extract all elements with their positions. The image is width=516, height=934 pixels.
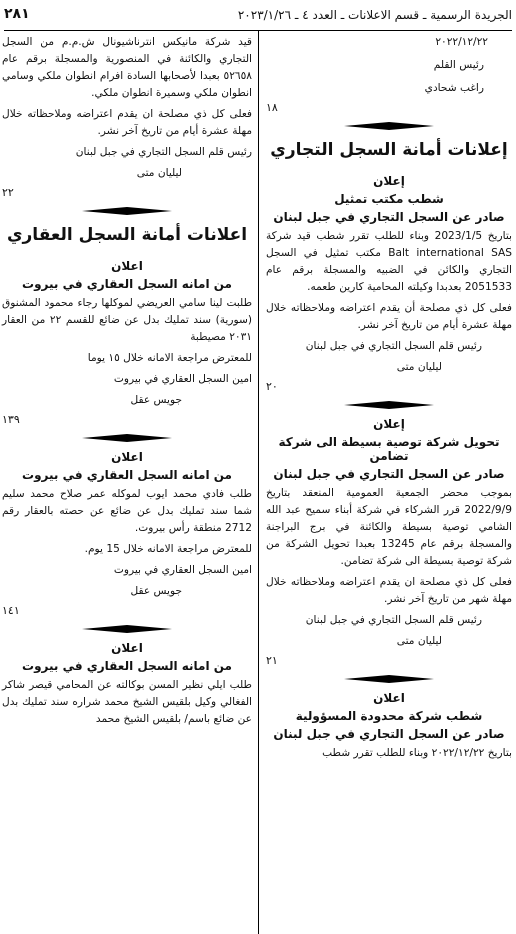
notice-label: اعلان xyxy=(111,641,143,655)
notice-number: ١٤١ xyxy=(2,604,20,617)
notice-title: شطب مكتب تمثيل xyxy=(334,192,444,206)
notice-source: من امانه السجل العقاري في بيروت xyxy=(22,468,232,482)
section-heading: اعلانات أمانة السجل العقاري xyxy=(6,225,248,245)
notice-body: بموجب محضر الجمعية العمومية المنعقد بتاريخ 2022/9/9 قرر الشركاء في شركة أبناء سميح عبد الله الشامي توصية بسيطة والكائنة في برج البراجنة والمسجلة برقم عام 13245 بعبدا تحويل الشركة من شركة توصية بسيطة الى شركة تضامن. xyxy=(266,487,512,567)
notice-body: طلب ايلي نظير المسن بوكالته عن المحامي قيصر شاكر الفغالي وكيل بلقيس الشيخ محمد شراره سند تمليك بدل عن ضائع باسم/ بلقيس الشيخ محمد xyxy=(2,679,252,725)
notice-source: من امانه السجل العقاري في بيروت xyxy=(22,277,232,291)
notice-body: طلب فادي محمد ايوب لموكله عمر صلاح محمد سليم شما سند تمليك بدل عن ضائع عن حصته بالعقار رقم 2712 منطقة رأس بيروت. xyxy=(2,488,252,534)
gazette-title: الجريدة الرسمية ـ قسم الاعلانات ـ العدد ٤ ـ ٢٠٢٣/١/٢٦ xyxy=(237,8,512,22)
notice-b1 xyxy=(2,259,252,409)
page-header xyxy=(4,0,512,31)
ornament-divider xyxy=(82,207,172,215)
notice-objection: فعلى كل ذي مصلحة أن يقدم اعتراضه وملاحظاته خلال مهلة عشرة أيام من تاريخ آخر نشر. xyxy=(266,302,512,331)
column-divider xyxy=(258,30,259,934)
notice-b2 xyxy=(2,450,252,600)
notice-title: شطب شركة محدودة المسؤولية xyxy=(295,709,483,723)
notice-label: اعلان xyxy=(111,450,143,464)
notice-objection: فعلى كل ذي مصلحة ان يقدم اعتراضه وملاحظاته خلال مهلة شهر من تاريخ آخر نشر. xyxy=(266,576,512,605)
signature-name: ليليان متى xyxy=(396,635,442,647)
ornament-divider xyxy=(82,434,172,442)
signature-name: جويس عقل xyxy=(130,394,182,406)
signature-title: امين السجل العقاري في بيروت xyxy=(113,564,252,576)
notice-number: ٢١ xyxy=(266,654,278,667)
continued-body: قيد شركة مانيكس انترناشيونال ش.م.م من السجل التجاري والكائنة في المنصورية والمسجلة برقم عام ٥٢٦٥٨ بعبدا لأصحابها السادة افرام انطوان ملكي وسامي انطوان ملكي وسميرة انطوان ملكي. xyxy=(2,36,252,99)
notice-source: صادر عن السجل التجاري في جبل لبنان xyxy=(273,727,505,741)
signature-title: رئيس قلم السجل التجاري في جبل لبنان xyxy=(305,614,482,626)
top-date: ٢٠٢٢/١٢/٢٢ xyxy=(435,36,488,48)
notice-source: صادر عن السجل التجاري في جبل لبنان xyxy=(273,467,505,481)
notice-number: ٢٢ xyxy=(2,186,14,199)
section-heading: إعلانات أمانة السجل التجاري xyxy=(270,140,508,160)
notice-number: ١٨ xyxy=(266,101,278,114)
signature-title: امين السجل العقاري في بيروت xyxy=(113,373,252,385)
notice-body: طلبت لينا سامي العريضي لموكلها رجاء محمود المشنوق (سورية) سند تمليك بدل عن ضائع للقسم ٢٢ من العقار ٢٠٣١ مصيطبة xyxy=(2,297,252,343)
notice-label: إعلان xyxy=(373,417,405,431)
signature-name: ليليان متى xyxy=(396,361,442,373)
right-column xyxy=(266,30,512,934)
continued-objection: فعلى كل ذي مصلحة ان يقدم اعتراضه وملاحظاته خلال مهلة عشرة أيام من تاريخ آخر نشر. xyxy=(2,108,252,137)
notice-body: بتاريخ 2023/1/5 وبناء للطلب تقرر شطب قيد شركة Balt international SAS مكتب تمثيل في السجل التجاري والكائن في الضبيه والمسجلة برقم عام 2051533 بعدبدا وكيلته المحامية كارين طعمه. xyxy=(266,230,512,293)
ornament-divider xyxy=(344,401,434,409)
notice-a2 xyxy=(266,417,512,650)
signature-name: ليليان متى xyxy=(136,167,182,179)
notice-label: اعلان xyxy=(111,259,143,273)
signature-name: جويس عقل xyxy=(130,585,182,597)
notice-label: اعلان xyxy=(373,691,405,705)
notice-source: صادر عن السجل التجاري في جبل لبنان xyxy=(273,210,505,224)
page-number: ٢٨١ xyxy=(4,6,30,22)
notice-objection: للمعترض مراجعة الامانه خلال 15 يوم. xyxy=(84,543,252,555)
ornament-divider xyxy=(82,625,172,633)
notice-source: من امانه السجل العقاري في بيروت xyxy=(22,659,232,673)
top-signature-name: راغب شحادي xyxy=(424,82,484,94)
notice-label: إعلان xyxy=(373,174,405,188)
notice-b3 xyxy=(2,641,252,728)
notice-number: ١٣٩ xyxy=(2,413,20,426)
signature-title: رئيس قلم السجل التجاري في جبل لبنان xyxy=(305,340,482,352)
notice-title: تحويل شركة توصية بسيطة الى شركة تضامن xyxy=(278,435,500,463)
left-column xyxy=(2,30,252,934)
notice-objection: للمعترض مراجعة الامانه خلال ١٥ يوما xyxy=(87,352,252,364)
notice-number: ٢٠ xyxy=(266,380,278,393)
notice-body: بتاريخ ٢٠٢٢/١٢/٢٢ وبناء للطلب تقرر شطب xyxy=(322,747,512,759)
signature-title: رئيس قلم السجل التجاري في جبل لبنان xyxy=(75,146,252,158)
ornament-divider xyxy=(344,675,434,683)
ornament-divider xyxy=(344,122,434,130)
notice-a1 xyxy=(266,174,512,376)
top-signature-title: رئيس القلم xyxy=(433,59,484,71)
notice-a3 xyxy=(266,691,512,762)
